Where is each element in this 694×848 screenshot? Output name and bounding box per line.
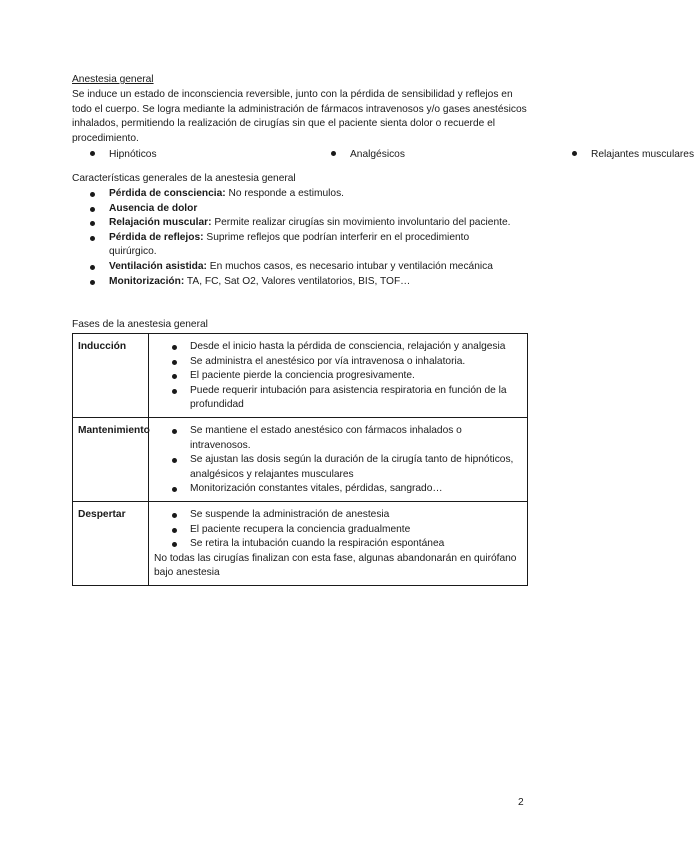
drug-type-item xyxy=(572,148,694,163)
characteristic-text: No responde a estimulos. xyxy=(225,188,344,199)
characteristic-term: Ausencia de dolor xyxy=(109,202,198,214)
phase-bullet: Se retira la intubación cuando la respiración espontánea xyxy=(154,537,523,552)
phase-bullets xyxy=(154,508,523,552)
phase-bullet: Desde el inicio hasta la pérdida de consciencia, relajación y analgesia xyxy=(154,340,523,355)
phase-bullet: Se administra el anestésico por vía intravenosa o inhalatoria. xyxy=(154,355,523,370)
page-number: 2 xyxy=(518,797,524,808)
characteristic-item xyxy=(72,260,512,275)
characteristic-term: Monitorización: xyxy=(109,275,185,287)
drug-type-label: Hipnóticos xyxy=(109,149,157,160)
phase-bullet: El paciente recupera la conciencia gradualmente xyxy=(154,523,523,538)
drug-type-label: Analgésicos xyxy=(350,149,405,160)
intro-paragraph: Se induce un estado de inconsciencia reversible, junto con la pérdida de sensibilidad y reflejos en todo el cuerpo. Se logra mediante la administración de fármacos intravenosos y/o gases anestésicos inhalados, permitiendo la realización de cirugías sin que el paciente sienta dolor o recuerde el procedimiento. xyxy=(72,89,527,144)
characteristics-list xyxy=(72,187,512,289)
characteristic-item xyxy=(72,275,512,290)
drug-type-item xyxy=(90,148,157,163)
phase-bullet: Se suspende la administración de anestesia xyxy=(154,508,523,523)
characteristic-item xyxy=(72,202,512,217)
phase-name: Mantenimiento xyxy=(73,417,149,501)
drug-type-label: Relajantes musculares xyxy=(591,149,694,160)
phase-row xyxy=(73,417,528,501)
characteristic-text: Permite realizar cirugías sin movimiento involuntario del paciente. xyxy=(211,217,511,229)
phase-bullet: Se mantiene el estado anestésico con fármacos inhalados o intravenosos. xyxy=(154,424,523,453)
bullet-icon xyxy=(90,151,95,156)
characteristic-text: TA, FC, Sat O2, Valores ventilatorios, BIS, TOF… xyxy=(184,275,411,287)
drug-types-list xyxy=(0,148,694,164)
phase-row xyxy=(73,501,528,585)
phase-bullet: Puede requerir intubación para asistencia respiratoria en función de la profundidad xyxy=(154,384,523,413)
characteristic-text: Suprime reflejos que podrían interferir en el procedimiento quirúrgico. xyxy=(109,231,470,258)
phase-details xyxy=(149,334,528,418)
phase-bullet: Monitorización constantes vitales, pérdidas, sangrado… xyxy=(154,482,523,497)
phase-name: Inducción xyxy=(73,334,149,418)
phase-details xyxy=(149,501,528,585)
phases-table xyxy=(72,333,528,586)
phase-details xyxy=(149,417,528,501)
bullet-icon xyxy=(331,151,336,156)
characteristic-term: Relajación muscular: xyxy=(109,217,212,229)
phase-row xyxy=(73,334,528,418)
bullet-icon xyxy=(572,151,577,156)
characteristic-term: Ventilación asistida: xyxy=(109,260,207,272)
phase-name: Despertar xyxy=(73,501,149,585)
characteristic-item xyxy=(72,231,512,260)
characteristic-item xyxy=(72,187,512,202)
phase-bullets xyxy=(154,340,523,413)
characteristic-term: Pérdida de consciencia: xyxy=(109,188,226,199)
phase-bullet: Se ajustan las dosis según la duración de la cirugía tanto de hipnóticos, analgésicos y relajantes musculares xyxy=(154,453,523,482)
characteristic-term: Pérdida de reflejos: xyxy=(109,231,204,243)
characteristic-text: En muchos casos, es necesario intubar y ventilación mecánica xyxy=(206,260,493,272)
phase-note: No todas las cirugías finalizan con esta fase, algunas abandonarán en quirófano bajo anestesia xyxy=(154,552,517,579)
section-title: Anestesia general xyxy=(72,74,154,85)
phase-bullets xyxy=(154,424,523,497)
phases-title: Fases de la anestesia general xyxy=(72,319,208,330)
characteristic-item xyxy=(72,216,512,231)
drug-type-item xyxy=(331,148,405,163)
characteristics-title: Características generales de la anestesia general xyxy=(72,173,296,184)
phase-bullet: El paciente pierde la conciencia progresivamente. xyxy=(154,369,523,384)
